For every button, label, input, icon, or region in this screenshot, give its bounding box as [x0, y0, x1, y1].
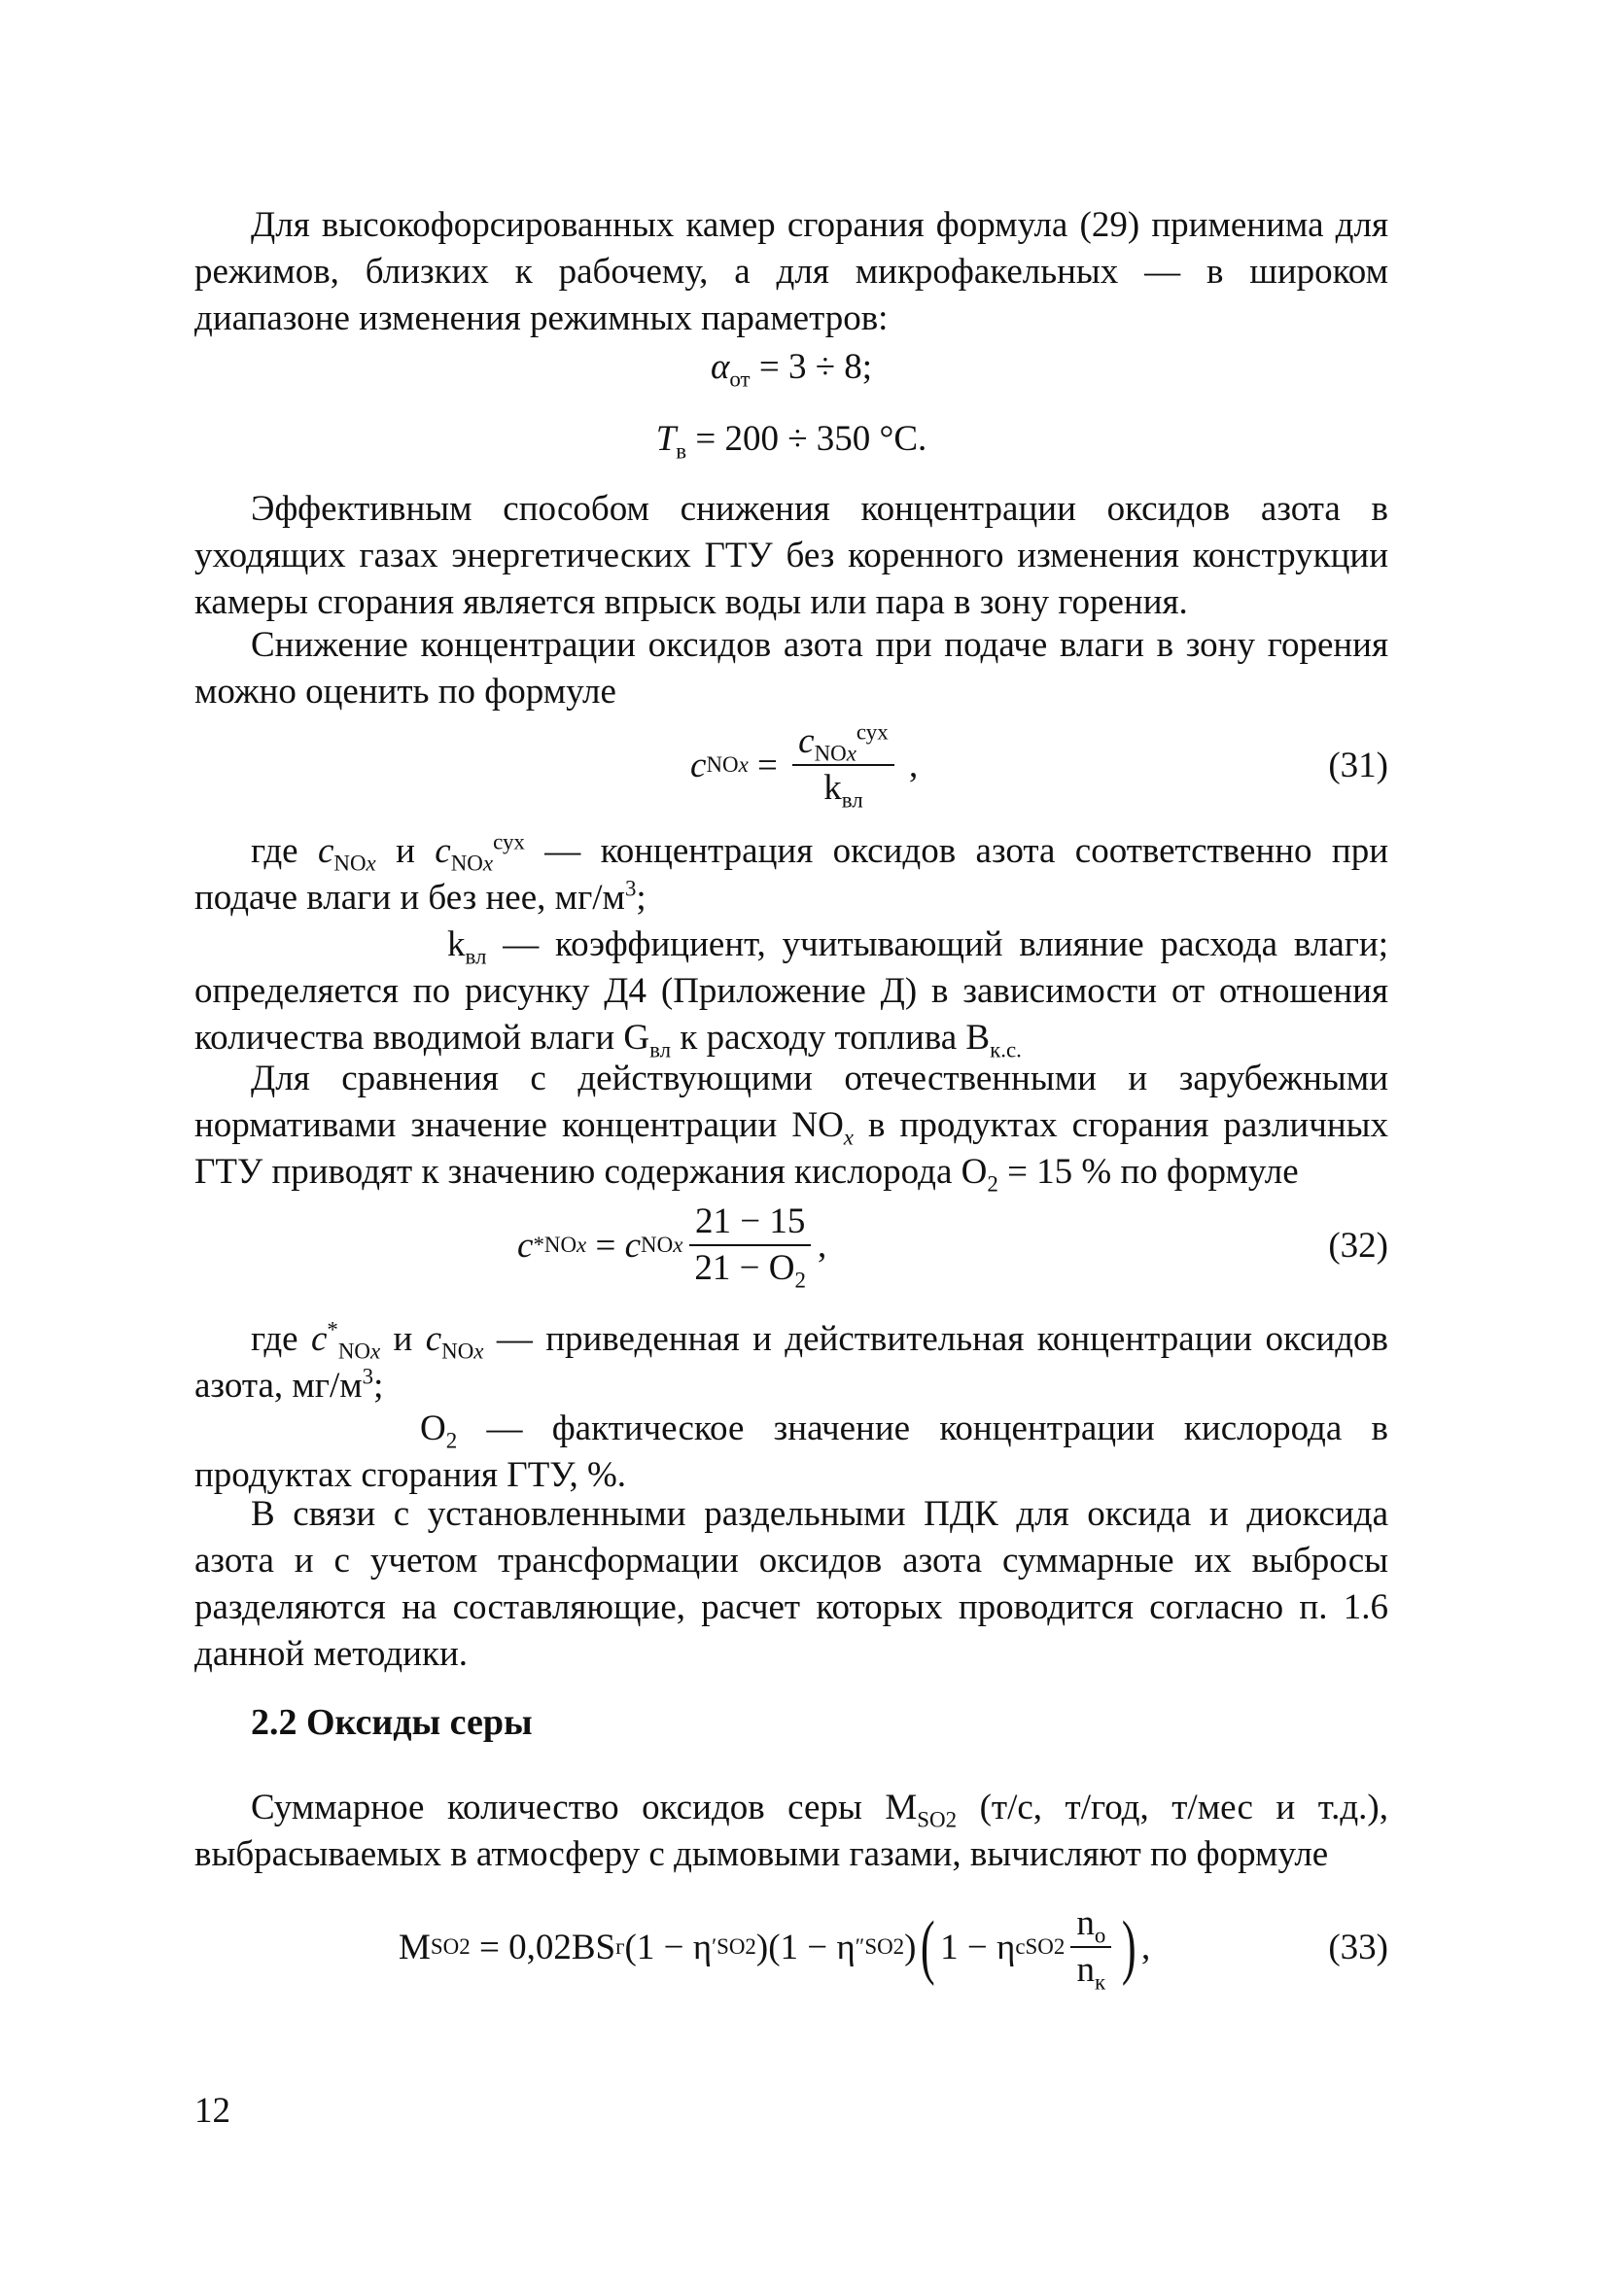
paragraph-text: Снижение концентрации оксидов азота при подаче влаги в зону горения можно оценить по формуле: [194, 625, 1388, 712]
t-rhs: = 200 ÷ 350 °C.: [695, 419, 927, 459]
right-big-paren: ): [1122, 1907, 1137, 1987]
p6-b: в продуктах сгорания различных ГТУ приводят к значению содержания кислорода O: [194, 1105, 1388, 1192]
c-symbol: c: [798, 721, 815, 761]
o-sub: о: [1094, 1923, 1106, 1948]
c-symbol: c: [517, 1225, 534, 1266]
two-sub: 2: [987, 1171, 998, 1197]
c-symbol: c: [310, 1319, 328, 1359]
comma: ,: [817, 1225, 827, 1266]
p6-a: Для сравнения с действующими отечественными и зарубежными нормативами значение концентрации NO: [194, 1059, 1388, 1145]
equation-number-33: (33): [1328, 1927, 1388, 1967]
and-word: и: [396, 831, 415, 871]
k-symbol: k: [823, 768, 842, 808]
p6-c: = 15 % по формуле: [1007, 1152, 1299, 1192]
eta-symbol: η: [692, 1927, 713, 1967]
cube-sup: 3: [362, 1364, 374, 1389]
so-sub: SO: [1025, 1934, 1054, 1959]
equation-33: [194, 1894, 1388, 2000]
one-minus: 1 −: [780, 1927, 828, 1967]
fraction-32: [688, 1200, 812, 1291]
c-symbol: c: [317, 831, 334, 871]
equation-31-body: c NOx = $\frac{c_{NOx}^{сух}}{k_{вл}}$ ,: [690, 719, 919, 813]
comma: ,: [908, 745, 919, 785]
nox-sub: NO: [706, 752, 739, 777]
vl-sub: вл: [465, 944, 487, 969]
p10-a: Суммарное количество оксидов серы M: [251, 1788, 918, 1827]
so-sub: SO: [864, 1934, 893, 1959]
semicolon: ;: [373, 1366, 384, 1406]
eta-symbol: η: [996, 1927, 1016, 1967]
equation-number-32: (32): [1328, 1225, 1388, 1266]
paragraph-text: [194, 828, 1388, 922]
paragraph-text: В связи с установленными раздельными ПДК для оксида и диоксида азота и с учетом трансформации оксидов азота суммарные их выбросы разделяются на составляющие, расчет которых проводится согласно п. 1.6 данной методики.: [194, 1494, 1388, 1674]
p8-tail: — фактическое значение концентрации кислорода в продуктах сгорания ГТУ, %.: [194, 1409, 1388, 1495]
p5-mid: к расходу топлива B: [680, 1018, 991, 1058]
dry-sup: сух: [493, 829, 525, 854]
m-symbol: M: [399, 1927, 431, 1967]
paragraph-2: [194, 486, 1388, 626]
paragraph-9: [194, 1491, 1388, 1678]
so-sub: SO: [717, 1934, 746, 1959]
two-sub: 2: [745, 1934, 756, 1959]
equation-32: [194, 1192, 1388, 1299]
so-sub: SO: [430, 1934, 460, 1959]
paragraph-text: [194, 1406, 1388, 1499]
x-sub: x: [370, 1339, 381, 1364]
paragraph-1: [194, 202, 1388, 342]
left-big-paren: (: [921, 1907, 936, 1987]
paragraph-text: [194, 1785, 1388, 1878]
where-word: где: [251, 1319, 298, 1359]
eta-symbol: η: [836, 1927, 856, 1967]
two-sub: 2: [445, 1428, 458, 1453]
p7-tail: — приведенная и действительная концентрации оксидов азота, мг/м: [194, 1319, 1389, 1406]
o-symbol: O: [420, 1409, 446, 1448]
x-sub: x: [843, 1125, 854, 1150]
paragraph-text: [194, 1056, 1388, 1196]
nox-sub: NO: [333, 851, 367, 876]
t-symbol: T: [655, 419, 677, 459]
nox-sub: NO: [641, 1233, 674, 1257]
fraction-numerator: 21 − 15: [689, 1200, 811, 1246]
section-heading: 2.2 Оксиды серы: [251, 1702, 533, 1743]
equation-32-body: c * NOx = c NOx $\frac{21 - 15}{21 - O_2}$ ,: [517, 1201, 827, 1293]
p10-b: (т/с, т/год, т/мес и т.д.), выбрасываемых в атмосферу с дымовыми газами, вычисляют по формуле: [194, 1788, 1388, 1874]
alpha-symbol: α: [710, 347, 730, 387]
semicolon: ;: [636, 878, 647, 918]
fraction-denominator: [1071, 1948, 1112, 1993]
x-sub: x: [577, 1233, 587, 1257]
x-sub: x: [366, 851, 376, 876]
p5-tail: — коэффициент, учитывающий влияние расхода влаги; определяется по рисунку Д4 (Приложение Д) в зависимости от отношения количества вводимой влаги G: [194, 924, 1388, 1058]
paragraph-3: [194, 622, 1388, 715]
paragraph-text: [194, 1316, 1388, 1409]
paragraph-text: [194, 922, 1388, 1061]
n-symbol: n: [1076, 1903, 1095, 1943]
nox-sub: NO: [814, 741, 847, 766]
fraction-numerator: [1070, 1901, 1111, 1948]
star-sup: *: [327, 1317, 338, 1342]
where-word: где: [251, 831, 298, 871]
paragraph-6: [194, 1056, 1388, 1196]
p4-tail: — концентрация оксидов азота соответственно при подаче влаги и без нее, мг/м: [194, 831, 1389, 918]
c-symbol: c: [425, 1319, 442, 1359]
paragraph-text: Для высокофорсированных камер сгорания формула (29) применима для режимов, близких к рабочему, а для микрофакельных — в широком диапазоне изменения режимных параметров:: [194, 205, 1388, 338]
cube-sup: 3: [624, 876, 637, 901]
vl-sub: вл: [649, 1037, 672, 1062]
two-sub: 2: [1053, 1934, 1066, 1959]
nox-sub: NO: [450, 851, 483, 876]
paragraph-text: Эффективным способом снижения концентрации оксидов азота в уходящих газах энергетических ГТУ без коренного изменения конструкции камеры сгорания является впрыск воды или пара в зону горения.: [194, 489, 1388, 622]
and-word: и: [393, 1319, 413, 1359]
c-symbol: c: [624, 1225, 642, 1266]
paragraph-8: [194, 1406, 1388, 1499]
fraction-33: [1070, 1901, 1111, 1993]
fraction-31: [792, 719, 894, 811]
alpha-rhs: = 3 ÷ 8;: [758, 347, 873, 387]
x-sub: x: [473, 1339, 484, 1364]
x-sub: x: [482, 851, 494, 876]
paragraph-10: [194, 1785, 1388, 1878]
one-minus: 1 −: [636, 1927, 684, 1967]
paragraph-5: [194, 922, 1388, 1061]
dry-sup: сух: [856, 719, 889, 745]
nox-sub: NO: [441, 1339, 474, 1364]
den32-text: 21 − O: [694, 1248, 795, 1288]
nox-sub: NO: [543, 1233, 577, 1257]
x-sub: x: [738, 752, 749, 777]
page-number: 12: [194, 2091, 230, 2131]
k-symbol: k: [447, 924, 466, 964]
alpha-subscript: от: [729, 366, 751, 392]
two-sub: 2: [892, 1934, 905, 1959]
vl-sub: вл: [841, 787, 863, 813]
x-sub: x: [673, 1233, 683, 1257]
so-sub: SO: [917, 1807, 946, 1832]
n-symbol: n: [1076, 1950, 1095, 1990]
c-symbol: c: [435, 831, 451, 871]
two-sub: 2: [459, 1934, 471, 1959]
x-sub: x: [846, 741, 856, 766]
fraction-denominator: [688, 1246, 812, 1291]
nox-sub: NO: [337, 1339, 370, 1364]
k-sub: к: [1095, 1969, 1106, 1995]
equation-alpha: [194, 344, 1388, 391]
fraction-numerator: [792, 719, 894, 766]
equation-31: [194, 712, 1388, 818]
ks-sub: к.с.: [990, 1037, 1022, 1062]
paragraph-4: [194, 828, 1388, 922]
paragraph-7: [194, 1316, 1388, 1409]
one-minus: 1 −: [940, 1927, 988, 1967]
equation-temperature: [194, 416, 1388, 463]
two-sub: 2: [945, 1807, 958, 1832]
c-symbol: c: [690, 745, 707, 785]
two-sub: 2: [794, 1268, 806, 1293]
t-subscript: в: [676, 438, 687, 464]
comma: ,: [1140, 1927, 1151, 1967]
fraction-denominator: [818, 766, 868, 811]
equation-number-31: (31): [1328, 745, 1388, 785]
equation-33-body: M SO2 = 0,02BS г ( 1 − η ′ SO2 )( 1 − η ″ SO2 ) ( 1 − η с SO2 $\frac{n_о}{n_к}$ ) ,: [399, 1903, 1151, 1995]
eq33-part1: = 0,02BS: [478, 1927, 616, 1967]
